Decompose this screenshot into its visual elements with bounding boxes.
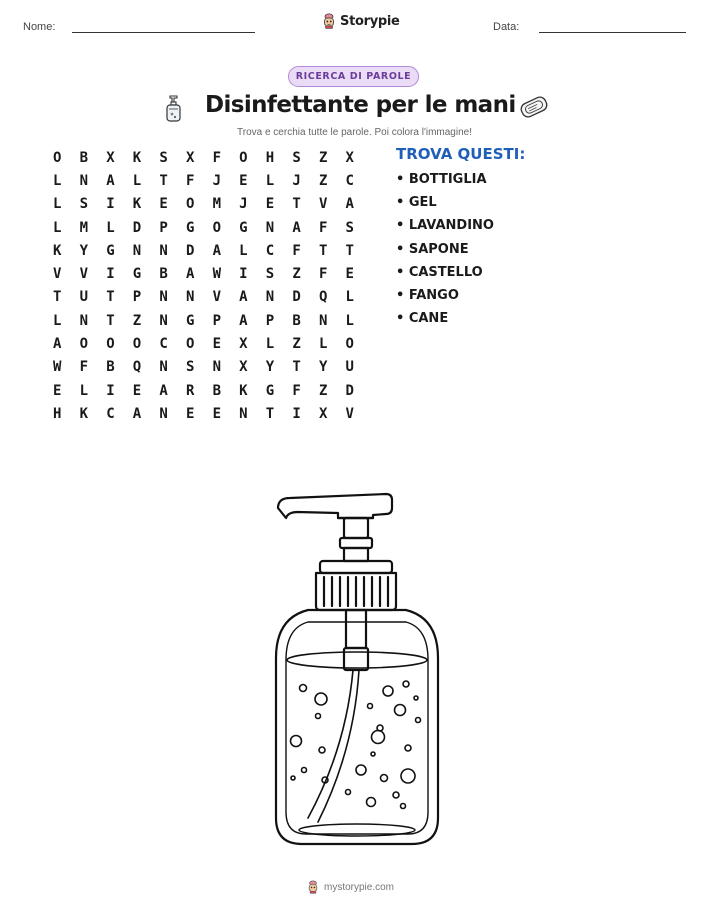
grid-letter[interactable]: N xyxy=(159,289,168,306)
grid-letter[interactable]: N xyxy=(79,172,89,189)
grid-letter[interactable]: T xyxy=(53,289,62,306)
grid-letter[interactable]: N xyxy=(159,242,168,259)
grid-letter[interactable]: X xyxy=(239,359,248,376)
hand-sanitizer-coloring-image[interactable] xyxy=(258,488,458,850)
grid-letter[interactable]: N xyxy=(159,405,168,422)
grid-letter[interactable]: T xyxy=(345,242,354,259)
activity-badge: RICERCA DI PAROLE xyxy=(288,66,419,87)
grid-letter[interactable]: U xyxy=(345,359,354,376)
word-item: • SAPONE xyxy=(396,241,469,257)
grid-letter[interactable]: N xyxy=(239,405,248,422)
grid-letter[interactable]: T xyxy=(106,289,115,306)
storypie-mascot-icon xyxy=(307,880,319,894)
grid-letter[interactable]: F xyxy=(292,242,301,259)
grid-letter[interactable]: I xyxy=(292,405,301,422)
grid-letter[interactable]: F xyxy=(318,266,328,283)
grid-letter[interactable]: A xyxy=(345,196,354,213)
word-item: • LAVANDINO xyxy=(396,218,494,234)
grid-letter[interactable]: Z xyxy=(292,336,301,353)
grid-letter[interactable]: B xyxy=(106,359,115,376)
grid-letter[interactable]: I xyxy=(239,266,248,283)
grid-letter[interactable]: X xyxy=(239,336,248,353)
grid-letter[interactable]: L xyxy=(345,312,354,329)
date-line[interactable] xyxy=(539,32,686,33)
grid-letter[interactable]: A xyxy=(292,219,301,236)
grid-letter[interactable]: A xyxy=(212,242,221,259)
word-search-grid[interactable] xyxy=(49,146,368,426)
grid-letter[interactable]: V xyxy=(318,196,328,213)
grid-letter[interactable]: V xyxy=(212,289,221,306)
grid-letter[interactable]: A xyxy=(239,312,248,329)
grid-letter[interactable]: P xyxy=(265,312,275,329)
word-item: • FANGO xyxy=(396,287,459,303)
grid-letter[interactable]: C xyxy=(159,336,168,353)
grid-letter[interactable]: B xyxy=(292,312,301,329)
grid-letter[interactable]: O xyxy=(79,336,89,353)
grid-letter[interactable]: B xyxy=(212,382,221,399)
grid-row xyxy=(49,262,368,285)
grid-letter[interactable]: D xyxy=(345,382,354,399)
grid-letter[interactable]: U xyxy=(79,289,89,306)
grid-row xyxy=(49,146,368,169)
grid-letter[interactable]: S xyxy=(159,149,168,166)
grid-letter[interactable]: Y xyxy=(265,359,275,376)
storypie-mascot-icon xyxy=(322,13,336,29)
grid-letter[interactable]: F xyxy=(212,149,221,166)
grid-letter[interactable]: T xyxy=(292,359,301,376)
grid-letter[interactable]: L xyxy=(345,289,354,306)
grid-letter[interactable]: X xyxy=(185,149,195,166)
grid-letter[interactable]: E xyxy=(185,405,195,422)
word-item: • BOTTIGLIA xyxy=(396,172,487,187)
grid-letter[interactable]: R xyxy=(185,382,195,399)
grid-letter[interactable]: I xyxy=(106,266,115,283)
grid-letter[interactable]: L xyxy=(79,382,89,399)
grid-letter[interactable]: F xyxy=(185,172,195,189)
grid-letter[interactable]: G xyxy=(106,242,115,259)
grid-letter[interactable]: L xyxy=(53,196,62,213)
grid-letter[interactable]: X xyxy=(345,149,354,166)
instructions: Trova e cerchia tutte le parole. Poi colora l'immagine! xyxy=(237,127,472,138)
grid-letter[interactable]: O xyxy=(106,336,115,353)
grid-letter[interactable]: E xyxy=(212,336,221,353)
grid-letter[interactable]: F xyxy=(318,219,328,236)
grid-letter[interactable]: L xyxy=(265,172,275,189)
grid-letter[interactable]: A xyxy=(53,336,62,353)
grid-letter[interactable]: N xyxy=(212,359,221,376)
grid-letter[interactable]: N xyxy=(159,312,168,329)
grid-letter[interactable]: N xyxy=(185,289,195,306)
word-list xyxy=(396,172,494,334)
grid-letter[interactable]: K xyxy=(53,242,62,259)
grid-letter[interactable]: L xyxy=(53,312,62,329)
soap-dispenser-icon xyxy=(164,93,184,123)
grid-letter[interactable]: L xyxy=(53,219,62,236)
grid-letter[interactable]: L xyxy=(239,242,248,259)
grid-letter[interactable]: P xyxy=(159,219,168,236)
grid-letter[interactable]: G xyxy=(185,312,195,329)
grid-letter[interactable]: K xyxy=(132,149,142,166)
grid-letter[interactable]: P xyxy=(212,312,221,329)
grid-letter[interactable]: S xyxy=(79,196,89,213)
footer xyxy=(307,880,394,894)
grid-letter[interactable]: L xyxy=(106,219,115,236)
grid-letter[interactable]: K xyxy=(239,382,248,399)
grid-letter[interactable]: C xyxy=(345,172,354,189)
grid-letter[interactable]: T xyxy=(106,312,115,329)
grid-letter[interactable]: S xyxy=(292,149,301,166)
name-line[interactable] xyxy=(72,32,255,33)
grid-row xyxy=(49,332,368,355)
grid-row xyxy=(49,286,368,309)
grid-row xyxy=(49,402,368,425)
grid-letter[interactable]: H xyxy=(53,405,62,422)
grid-letter[interactable]: O xyxy=(53,149,62,166)
grid-letter[interactable]: O xyxy=(185,196,195,213)
grid-letter[interactable]: L xyxy=(132,172,142,189)
name-label: Nome: xyxy=(23,21,56,33)
grid-letter[interactable]: I xyxy=(106,196,115,213)
grid-letter[interactable]: P xyxy=(132,289,142,306)
grid-letter[interactable]: E xyxy=(159,196,168,213)
grid-letter[interactable]: C xyxy=(106,405,115,422)
grid-letter[interactable]: E xyxy=(239,172,248,189)
grid-row xyxy=(49,239,368,262)
grid-letter[interactable]: N xyxy=(79,312,89,329)
grid-letter[interactable]: E xyxy=(132,382,142,399)
grid-row xyxy=(49,193,368,216)
brand-name: Storypie xyxy=(340,13,400,29)
grid-letter[interactable]: G xyxy=(132,266,142,283)
grid-letter[interactable]: G xyxy=(185,219,195,236)
grid-letter[interactable]: S xyxy=(345,219,354,236)
grid-row xyxy=(49,169,368,192)
grid-letter[interactable]: K xyxy=(79,405,89,422)
grid-letter[interactable]: A xyxy=(106,172,115,189)
grid-letter[interactable]: S xyxy=(185,359,195,376)
grid-letter[interactable]: L xyxy=(53,172,62,189)
grid-letter[interactable]: N xyxy=(159,359,168,376)
grid-letter[interactable]: C xyxy=(265,242,275,259)
grid-letter[interactable]: I xyxy=(106,382,115,399)
grid-letter[interactable]: N xyxy=(132,242,142,259)
grid-letter[interactable]: O xyxy=(185,336,195,353)
date-label: Data: xyxy=(493,21,520,33)
grid-letter[interactable]: T xyxy=(318,242,328,259)
grid-row xyxy=(49,309,368,332)
grid-letter[interactable]: W xyxy=(212,266,221,283)
grid-letter[interactable]: V xyxy=(345,405,354,422)
grid-letter[interactable]: O xyxy=(345,336,354,353)
grid-letter[interactable]: N xyxy=(265,289,275,306)
grid-letter[interactable]: T xyxy=(265,405,275,422)
grid-letter[interactable]: A xyxy=(132,405,142,422)
grid-letter[interactable]: M xyxy=(79,219,89,236)
grid-letter[interactable]: Z xyxy=(318,149,328,166)
grid-letter[interactable]: O xyxy=(132,336,142,353)
grid-letter[interactable]: F xyxy=(79,359,89,376)
page-title: Disinfettante per le mani xyxy=(205,92,516,118)
grid-letter[interactable]: T xyxy=(292,196,301,213)
grid-letter[interactable]: E xyxy=(265,196,275,213)
grid-letter[interactable]: E xyxy=(53,382,62,399)
grid-letter[interactable]: O xyxy=(239,149,248,166)
grid-letter[interactable]: S xyxy=(265,266,275,283)
grid-letter[interactable]: M xyxy=(212,196,221,213)
grid-letter[interactable]: D xyxy=(185,242,195,259)
word-item: • GEL xyxy=(396,195,437,211)
grid-letter[interactable]: D xyxy=(132,219,142,236)
grid-letter[interactable]: D xyxy=(292,289,301,306)
grid-letter[interactable]: V xyxy=(53,266,62,283)
grid-letter[interactable]: X xyxy=(318,405,328,422)
grid-row xyxy=(49,356,368,379)
grid-letter[interactable]: J xyxy=(212,172,221,189)
grid-letter[interactable]: B xyxy=(79,149,89,166)
grid-letter[interactable]: O xyxy=(212,219,221,236)
grid-letter[interactable]: F xyxy=(292,382,301,399)
grid-letter[interactable]: L xyxy=(265,336,275,353)
grid-letter[interactable]: H xyxy=(265,149,275,166)
grid-letter[interactable]: G xyxy=(265,382,275,399)
grid-letter[interactable]: Q xyxy=(132,359,142,376)
word-item: • CASTELLO xyxy=(396,264,483,280)
grid-row xyxy=(49,216,368,239)
grid-letter[interactable]: E xyxy=(345,266,354,283)
grid-letter[interactable]: X xyxy=(106,149,115,166)
grid-row xyxy=(49,379,368,402)
grid-letter[interactable]: E xyxy=(212,405,221,422)
grid-letter[interactable]: Y xyxy=(79,242,89,259)
grid-letter[interactable]: Z xyxy=(318,382,328,399)
grid-letter[interactable]: W xyxy=(53,359,62,376)
grid-letter[interactable]: L xyxy=(318,336,328,353)
grid-letter[interactable]: Z xyxy=(318,172,328,189)
grid-letter[interactable]: Z xyxy=(132,312,142,329)
grid-letter[interactable]: J xyxy=(239,196,248,213)
grid-letter[interactable]: Y xyxy=(318,359,328,376)
grid-letter[interactable]: K xyxy=(132,196,142,213)
word-item: • CANE xyxy=(396,311,449,327)
soap-bar-icon xyxy=(518,94,550,120)
grid-letter[interactable]: Q xyxy=(318,289,328,306)
grid-letter[interactable]: N xyxy=(318,312,328,329)
grid-letter[interactable]: A xyxy=(185,266,195,283)
grid-letter[interactable]: B xyxy=(159,266,168,283)
grid-letter[interactable]: A xyxy=(159,382,168,399)
grid-letter[interactable]: V xyxy=(79,266,89,283)
brand-logo xyxy=(322,13,400,29)
grid-letter[interactable]: Z xyxy=(292,266,301,283)
word-list-title: TROVA QUESTI: xyxy=(396,145,526,163)
grid-letter[interactable]: N xyxy=(265,219,275,236)
grid-letter[interactable]: A xyxy=(239,289,248,306)
grid-letter[interactable]: J xyxy=(292,172,301,189)
grid-letter[interactable]: G xyxy=(239,219,248,236)
grid-letter[interactable]: T xyxy=(159,172,168,189)
footer-url: mystorypie.com xyxy=(324,881,395,893)
